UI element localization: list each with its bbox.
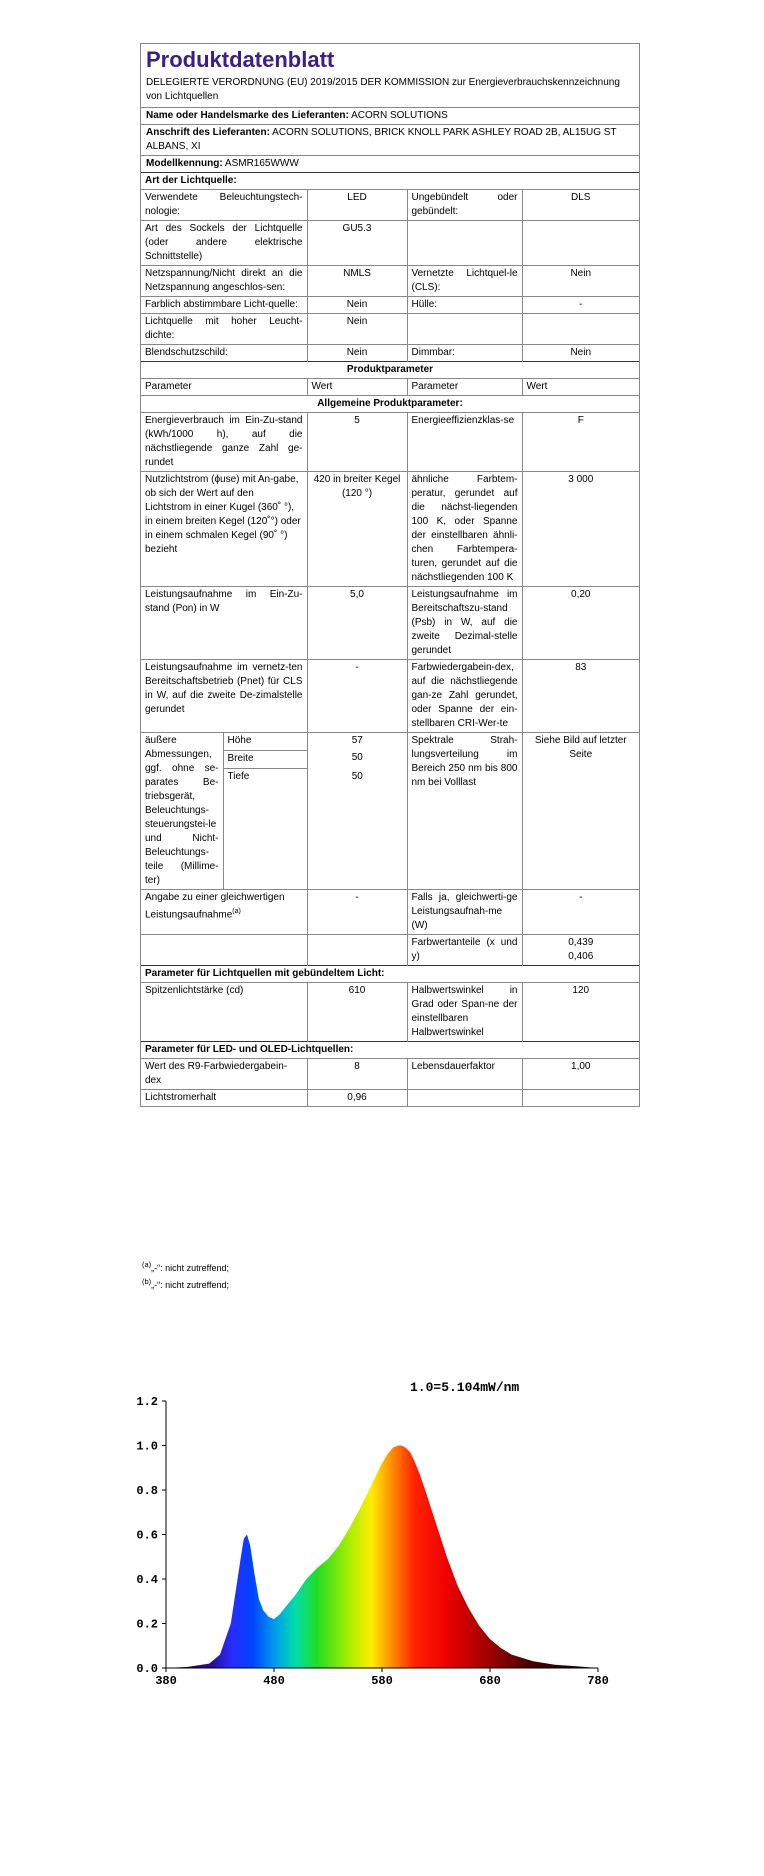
param-value: LED [307,190,407,221]
param-label: Verwendete Beleuchtungstech-nologie: [141,190,307,221]
footnote-b-mark: (b) [142,1277,152,1286]
model-value: ASMR165WWW [224,158,299,169]
param-value: Siehe Bild auf letzter Seite [522,733,639,890]
chroma-y: 0,406 [568,951,594,962]
x-tick-label: 480 [263,1674,285,1688]
table-row [141,1090,639,1107]
param-value: F [522,413,639,472]
chart-title: 1.0=5.104mW/nm [410,1380,520,1395]
chroma-values [522,935,639,966]
param-label [407,221,522,266]
product-params-heading: Produktparameter [141,362,639,379]
led-section-row [141,1042,639,1059]
table-row [141,190,639,221]
y-tick-label: 1.0 [136,1439,158,1454]
dimension-value: 50 [307,769,407,890]
chroma-x: 0,439 [568,937,594,948]
param-value: 5,0 [307,587,407,660]
param-value: - [307,660,407,733]
dimension-value: 57 [307,733,407,750]
model-row [141,155,639,172]
x-tick-label: 780 [587,1674,609,1688]
param-label: Spitzenlichtstärke (cd) [141,983,307,1042]
table-row [141,266,639,297]
param-label [407,314,522,345]
param-label: Lichtstromerhalt [141,1090,307,1107]
x-tick-label: 380 [155,1674,177,1688]
product-data-sheet [140,43,640,1107]
dimensions-cell [141,733,407,890]
param-label: Hülle: [407,297,522,314]
footnote-a: $^{(a)}$„-“: nicht zutreffend; [142,1260,230,1273]
param-value: Nein [307,314,407,345]
footnotes [142,1258,229,1292]
page-title: Produktdatenblatt [146,47,335,72]
param-label: Halbwertswinkel in Grad oder Span-ne der einstellbaren Halbwertswinkel [407,983,522,1042]
beam-section-heading: Parameter für Lichtquellen mit gebündeltem Licht: [141,966,639,983]
param-value: 610 [307,983,407,1042]
param-value: Nein [307,345,407,362]
param-label: Energieeffizienzklas-se [407,413,522,472]
spectrum-area [166,1446,598,1669]
column-header-parameter: Parameter [141,379,307,396]
param-value: NMLS [307,266,407,297]
supplier-value: ACORN SOLUTIONS [351,110,448,121]
beam-section-row [141,966,639,983]
column-header-parameter: Parameter [407,379,522,396]
spectral-chart [120,1375,620,1745]
table-row [141,221,639,266]
param-value: 0,96 [307,1090,407,1107]
param-label: Energieverbrauch im Ein-Zu-stand (kWh/1000 h), auf die nächstliegende ganze Zahl ge-rundet [141,413,307,472]
param-value: Nein [307,297,407,314]
param-label: Blendschutzschild: [141,345,307,362]
dimension-name: Höhe [223,733,307,750]
general-params-heading: Allgemeine Produktparameter: [141,396,639,413]
y-tick-label: 0.2 [136,1617,158,1632]
general-params-row [141,396,639,413]
param-label: Wert des R9-Farbwiedergabein-dex [141,1059,307,1090]
param-value: 0,20 [522,587,639,660]
param-value: Nein [522,266,639,297]
param-label: Farblich abstimmbare Licht-quelle: [141,297,307,314]
address-row [141,124,639,155]
param-value: 3 000 [522,472,639,587]
y-tick-label: 0.8 [136,1484,158,1498]
param-value: - [522,297,639,314]
param-value [522,221,639,266]
param-label [141,890,307,935]
param-label: Vernetzte Lichtquel-le (CLS): [407,266,522,297]
x-tick-label: 680 [479,1674,501,1688]
x-tick-label: 580 [371,1674,393,1688]
param-value: GU5.3 [307,221,407,266]
param-label: Leistungsaufnahme im Bereitschaftszu-stand (Psb) in W, auf die zweite Dezimal-stelle gerundet [407,587,522,660]
param-label: Ungebündelt oder gebündelt: [407,190,522,221]
param-value: 8 [307,1059,407,1090]
param-value: 83 [522,660,639,733]
footnote-b: $^{(b)}$„-“: nicht zutreffend; [142,1277,230,1290]
param-value: - [522,890,639,935]
led-section-heading: Parameter für LED- und OLED-Lichtquellen: [141,1042,639,1059]
footnote-ref: (a) [232,908,241,915]
table-row [141,314,639,345]
table-row [141,413,639,472]
y-tick-label: 0.6 [136,1528,158,1543]
column-header-value: Wert [307,379,407,396]
table-row [141,660,639,733]
y-tick-label: 1.2 [136,1395,158,1409]
param-value: 120 [522,983,639,1042]
y-tick-label: 0.4 [136,1573,158,1587]
equiv-label: Angabe zu einer gleichwertigen Leistungsaufnahme [145,892,285,921]
table-row [141,472,639,587]
data-table [141,172,639,1106]
param-label: Spektrale Strah-lungsverteilung im Bereich 250 nm bis 800 nm bei Volllast [407,733,522,890]
table-row [141,587,639,660]
param-label: ähnliche Farbtem-peratur, gerundet auf die nächst-liegenden 100 K, oder Spanne der einstellbaren ähnli-chen Farbtempera-turen, gerundet auf die nächstliegenden 100 K [407,472,522,587]
dimensions-label: äußere Abmessungen, ggf. ohne se-parates Be-triebsgerät, Beleuchtungs-steuerungstei-le und Nicht-Beleuchtungs-teile (Millime-ter) [145,735,219,886]
param-value: 1,00 [522,1059,639,1090]
type-section-heading: Art der Lichtquelle: [141,173,639,190]
address-value: ACORN SOLUTIONS, BRICK KNOLL PARK ASHLEY ROAD 2B, AL15UG ST ALBANS, XI [146,127,617,152]
model-label: Modellkennung: [146,158,223,169]
param-label: Leistungsaufnahme im Ein-Zu-stand (Pon) in W [141,587,307,660]
param-value [522,314,639,345]
supplier-row [141,107,639,124]
table-row [141,935,639,966]
table-row [141,345,639,362]
supplier-label: Name oder Handelsmarke des Lieferanten: [146,110,349,121]
param-label: Lichtquelle mit hoher Leucht-dichte: [141,314,307,345]
regulation-text: DELEGIERTE VERORDNUNG (EU) 2019/2015 DER KOMMISSION zur Energieverbrauchskennzeichnung von Lichtquellen [146,77,620,102]
dimensions-row [141,733,639,890]
dimension-value: 50 [307,750,407,768]
param-value: Nein [522,345,639,362]
param-label: Nutzlichtstrom (ϕuse) mit An-gabe, ob sich der Wert auf den Lichtstrom in einer Kugel (360˚ °), in einem breiten Kegel (120˚°) oder in einem schmalen Kegel (90˚ °) bezieht [141,472,307,587]
address-label: Anschrift des Lieferanten: [146,127,270,138]
y-tick-label: 0.0 [136,1662,158,1676]
param-label: Leistungsaufnahme im vernetz-ten Bereitschaftsbetrieb (Pnet) für CLS in W, auf die zweite De-zimalstelle gerundet [141,660,307,733]
param-label: Dimmbar: [407,345,522,362]
param-value: DLS [522,190,639,221]
param-label: Lebensdauerfaktor [407,1059,522,1090]
param-value: - [307,890,407,935]
dimension-name: Breite [223,750,307,768]
type-section-row [141,173,639,190]
table-row [141,1059,639,1090]
param-label: Falls ja, gleichwerti-ge Leistungsaufnah-me (W) [407,890,522,935]
table-row [141,297,639,314]
product-params-row [141,362,639,379]
param-label: Farbwertanteile (x und y) [407,935,522,966]
param-label: Farbwiedergabein-dex, auf die nächstliegende gan-ze Zahl gerundet, oder Spanne der ein-stellbaren CRI-Wer-te [407,660,522,733]
footnote-a-mark: (a) [142,1260,152,1269]
column-header-value: Wert [522,379,639,396]
table-row [141,890,639,935]
column-header-row [141,379,639,396]
dimension-name: Tiefe [223,769,307,890]
param-value: 420 in breiter Kegel (120 °) [307,472,407,587]
param-value: 5 [307,413,407,472]
param-label: Art des Sockels der Lichtquelle (oder andere elektrische Schnittstelle) [141,221,307,266]
param-label: Netzspannung/Nicht direkt an die Netzspannung angeschlos-sen: [141,266,307,297]
table-row [141,983,639,1042]
